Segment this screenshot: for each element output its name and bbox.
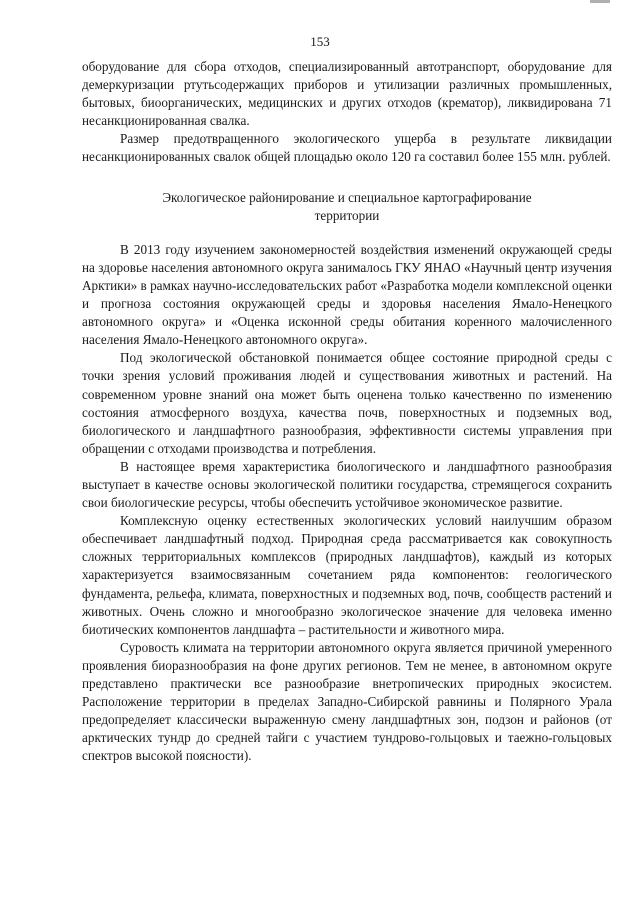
paragraph-damage-prevented: Размер предотвращенного экологического ущерба в результате ликвидации несанкционированных свалок общей площадью около 120 га составил более 155 млн. рублей. xyxy=(82,131,612,165)
section-heading-line-1: Экологическое районирование и специальное картографирование xyxy=(162,189,532,205)
paragraph-climate-severity: Суровость климата на территории автономного округа является причиной умеренного проявления биоразнообразия на фоне других регионов. Тем не менее, в автономном округе представлено практически все разнообразие внетропических природных экосистем. Расположение территории в пределах Западно-Сибирской равнины и Полярного Урала предопределяет классически выраженную смену ландшафтных зон, подзон и районов (от арктических тундр до средней тайги с участием тундрово-гольцовых и таежно-гольцовых спектров высокой поясности). xyxy=(82,639,612,764)
paragraph-ecological-situation: Под экологической обстановкой понимается общее состояние природной среды с точки зрения условий проживания людей и существования животных и растений. На современном уровне знаний она может быть оценена только качественно по изменению состояния атмосферного воздуха, качества почв, поверхностных и подземных вод, биологического и ландшафтного разнообразия, эффективности системы управления при обращении с отходами производства и потребления. xyxy=(82,350,612,456)
page-body xyxy=(82,58,612,765)
section-heading xyxy=(82,189,612,225)
page-number: 153 xyxy=(310,34,330,49)
paragraph-biodiversity-policy: В настоящее время характеристика биологического и ландшафтного разнообразия выступает в качестве основы экологической политики государства, стремящегося сохранить свои биологические ресурсы, чтобы обеспечить устойчивое экономическое развитие. xyxy=(82,458,612,511)
section-heading-line-2: территории xyxy=(314,207,380,223)
paragraph-research-2013: В 2013 году изучением закономерностей воздействия изменений окружающей среды на здоровье населения автономного округа занималось ГКУ ЯНАО «Научный центр изучения Арктики» в рамках научно-исследовательских работ «Разработка модели комплексной оценки и прогноза состояния окружающей среды и здоровья населения Ямало-Ненецкого автономного округа» и «Оценка исконной среды обитания коренного малочисленного населения Ямало-Ненецкого автономного округа». xyxy=(82,241,612,348)
paragraph-dump-equipment: оборудование для сбора отходов, специализированный автотранспорт, оборудование для демеркуризации ртутьсодержащих приборов и утилизации различных промышленных, бытовых, биоорганических, медицинских и других отходов (крематор), ликвидирована 71 несанкционированная свалка. xyxy=(82,59,612,129)
scan-edge-mark xyxy=(590,0,610,3)
paragraph-landscape-approach: Комплексную оценку естественных экологических условий наилучшим образом обеспечивает ландшафтный подход. Природная среда рассматривается как совокупность сложных территориальных комплексов (природных ландшафтов), каждый из которых характеризуется взаимосвязанным сочетанием ряда компонентов: геологического фундамента, рельефа, климата, поверхностных и подземных вод, почв, сообществ растений и животных. Очень сложно и многообразно экологическое значение для человека именно биотических компонентов ландшафта – растительности и животного мира. xyxy=(82,513,612,637)
